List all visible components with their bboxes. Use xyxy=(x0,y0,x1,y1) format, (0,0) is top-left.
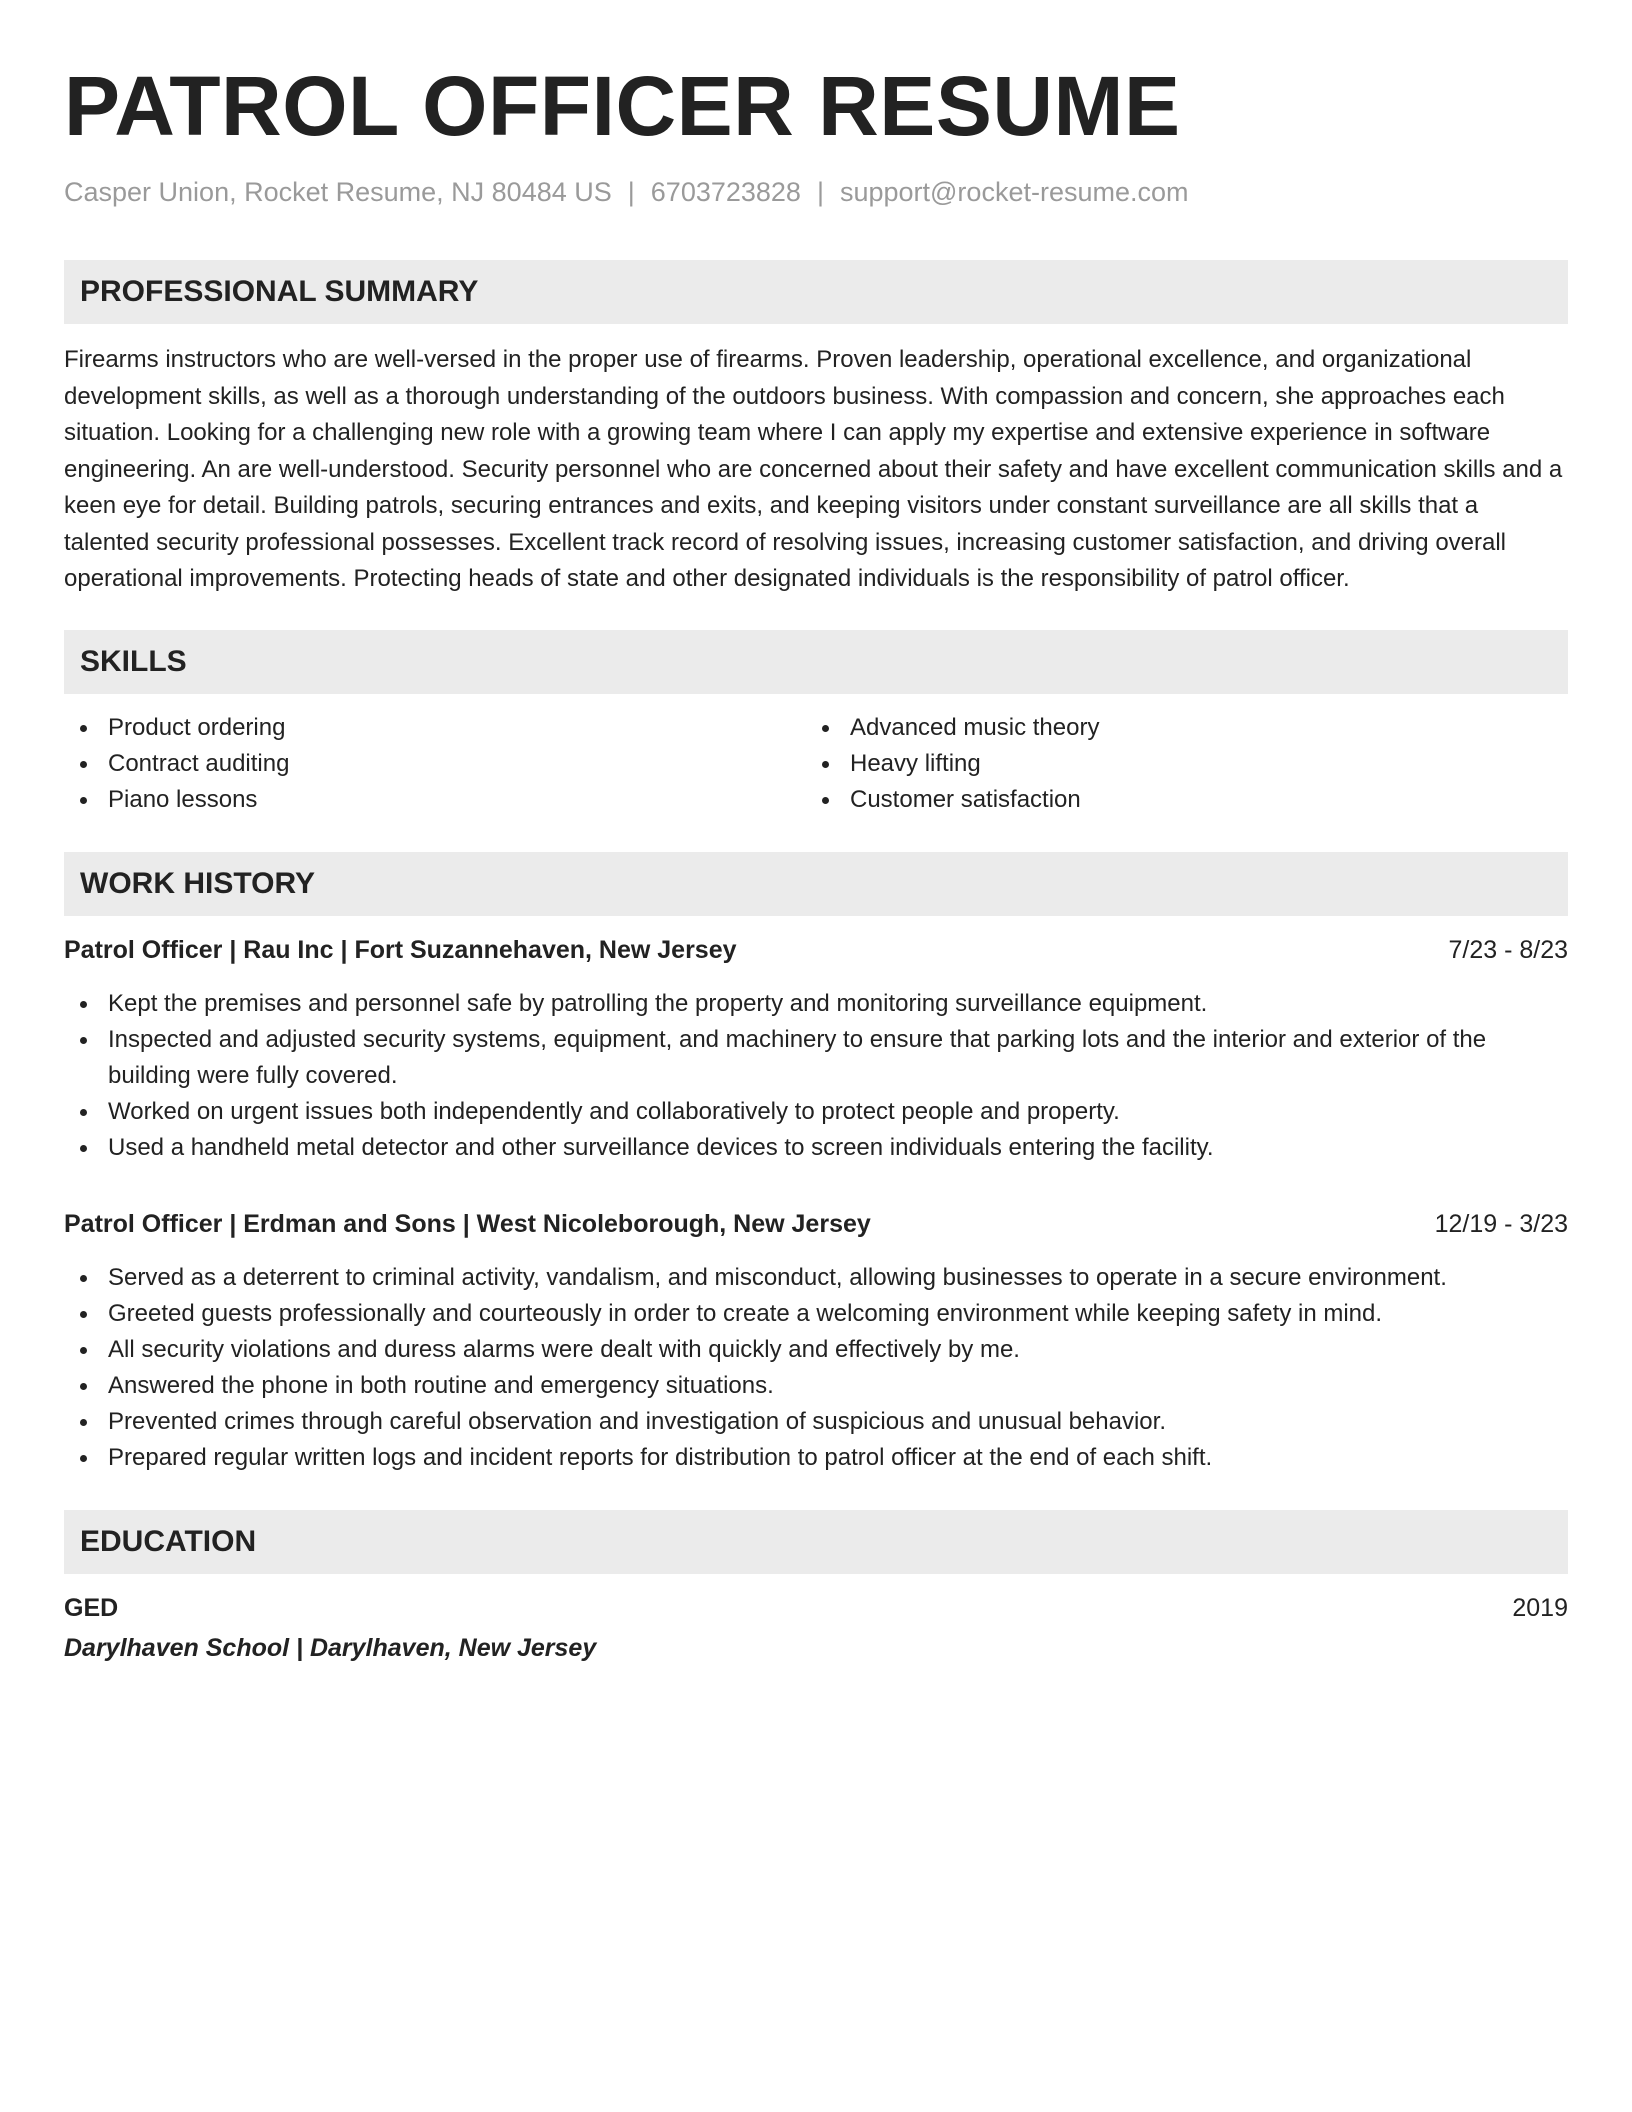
contact-email: support@rocket-resume.com xyxy=(839,177,1189,207)
skill-item: Advanced music theory xyxy=(806,710,1548,746)
job-bullet: Worked on urgent issues both independently and collaboratively to protect people and property. xyxy=(64,1094,1568,1130)
skill-item: Customer satisfaction xyxy=(806,782,1548,818)
summary-section-header: PROFESSIONAL SUMMARY xyxy=(64,260,1568,324)
job-entry xyxy=(64,1206,1568,1476)
job-bullet: Prepared regular written logs and incident reports for distribution to patrol officer at the end of each shift. xyxy=(64,1440,1568,1476)
job-bullet: Inspected and adjusted security systems, equipment, and machinery to ensure that parking lots and the interior and exterior of the building were fully covered. xyxy=(64,1022,1568,1094)
skills-list-left xyxy=(64,710,806,818)
job-dates: 12/19 - 3/23 xyxy=(1434,1209,1568,1238)
job-dates: 7/23 - 8/23 xyxy=(1448,935,1568,964)
contact-separator: | xyxy=(627,177,635,207)
job-bullet: Answered the phone in both routine and emergency situations. xyxy=(64,1368,1568,1404)
skill-item: Contract auditing xyxy=(64,746,806,782)
skills-list-right xyxy=(806,710,1548,818)
job-title-row xyxy=(64,932,1568,968)
work-section-header: WORK HISTORY xyxy=(64,852,1568,916)
education-section-header: EDUCATION xyxy=(64,1510,1568,1574)
job-bullet: Greeted guests professionally and courteously in order to create a welcoming environment while keeping safety in mind. xyxy=(64,1296,1568,1332)
skill-item: Product ordering xyxy=(64,710,806,746)
resume-title: PATROL OFFICER RESUME xyxy=(64,59,1181,153)
skill-item: Piano lessons xyxy=(64,782,806,818)
education-school: Darylhaven School | Darylhaven, New Jersey xyxy=(64,1633,597,1662)
job-bullet: Prevented crimes through careful observation and investigation of suspicious and unusual behavior. xyxy=(64,1404,1568,1440)
skills-columns xyxy=(64,710,1568,818)
job-bullet: All security violations and duress alarms were dealt with quickly and effectively by me. xyxy=(64,1332,1568,1368)
job-bullets xyxy=(64,986,1568,1166)
education-row xyxy=(64,1590,1568,1626)
job-bullet: Used a handheld metal detector and other surveillance devices to screen individuals entering the facility. xyxy=(64,1130,1568,1166)
job-heading: Patrol Officer | Rau Inc | Fort Suzannehaven, New Jersey xyxy=(64,935,737,964)
skill-item: Heavy lifting xyxy=(806,746,1548,782)
job-bullet: Kept the premises and personnel safe by patrolling the property and monitoring surveillance equipment. xyxy=(64,986,1568,1022)
summary-text: Firearms instructors who are well-versed in the proper use of firearms. Proven leadership, operational excellence, and organizational development skills, as well as a thorough understanding of the outdoors business. With compassion and concern, she approaches each situation. Looking for a challenging new role with a growing team where I can apply my expertise and extensive experience in software engineering. An are well-understood. Security personnel who are concerned about their safety and have excellent communication skills and a keen eye for detail. Building patrols, securing entrances and exits, and keeping visitors under constant surveillance are all skills that a talented security professional possesses. Excellent track record of resolving issues, increasing customer satisfaction, and driving overall operational improvements. Protecting heads of state and other designated individuals is the responsibility of patrol officer. xyxy=(64,346,1563,592)
contact-separator: | xyxy=(816,177,824,207)
job-bullets xyxy=(64,1260,1568,1476)
job-heading: Patrol Officer | Erdman and Sons | West Nicoleborough, New Jersey xyxy=(64,1209,871,1238)
contact-address: Casper Union, Rocket Resume, NJ 80484 US xyxy=(64,177,612,207)
job-entry xyxy=(64,932,1568,1166)
education-year: 2019 xyxy=(1512,1593,1568,1622)
contact-phone: 6703723828 xyxy=(650,177,801,207)
skills-section-header: SKILLS xyxy=(64,630,1568,694)
job-bullet: Served as a deterrent to criminal activity, vandalism, and misconduct, allowing businesses to operate in a secure environment. xyxy=(64,1260,1568,1296)
job-title-row xyxy=(64,1206,1568,1242)
education-degree: GED xyxy=(64,1593,119,1622)
contact-line xyxy=(64,174,1568,210)
